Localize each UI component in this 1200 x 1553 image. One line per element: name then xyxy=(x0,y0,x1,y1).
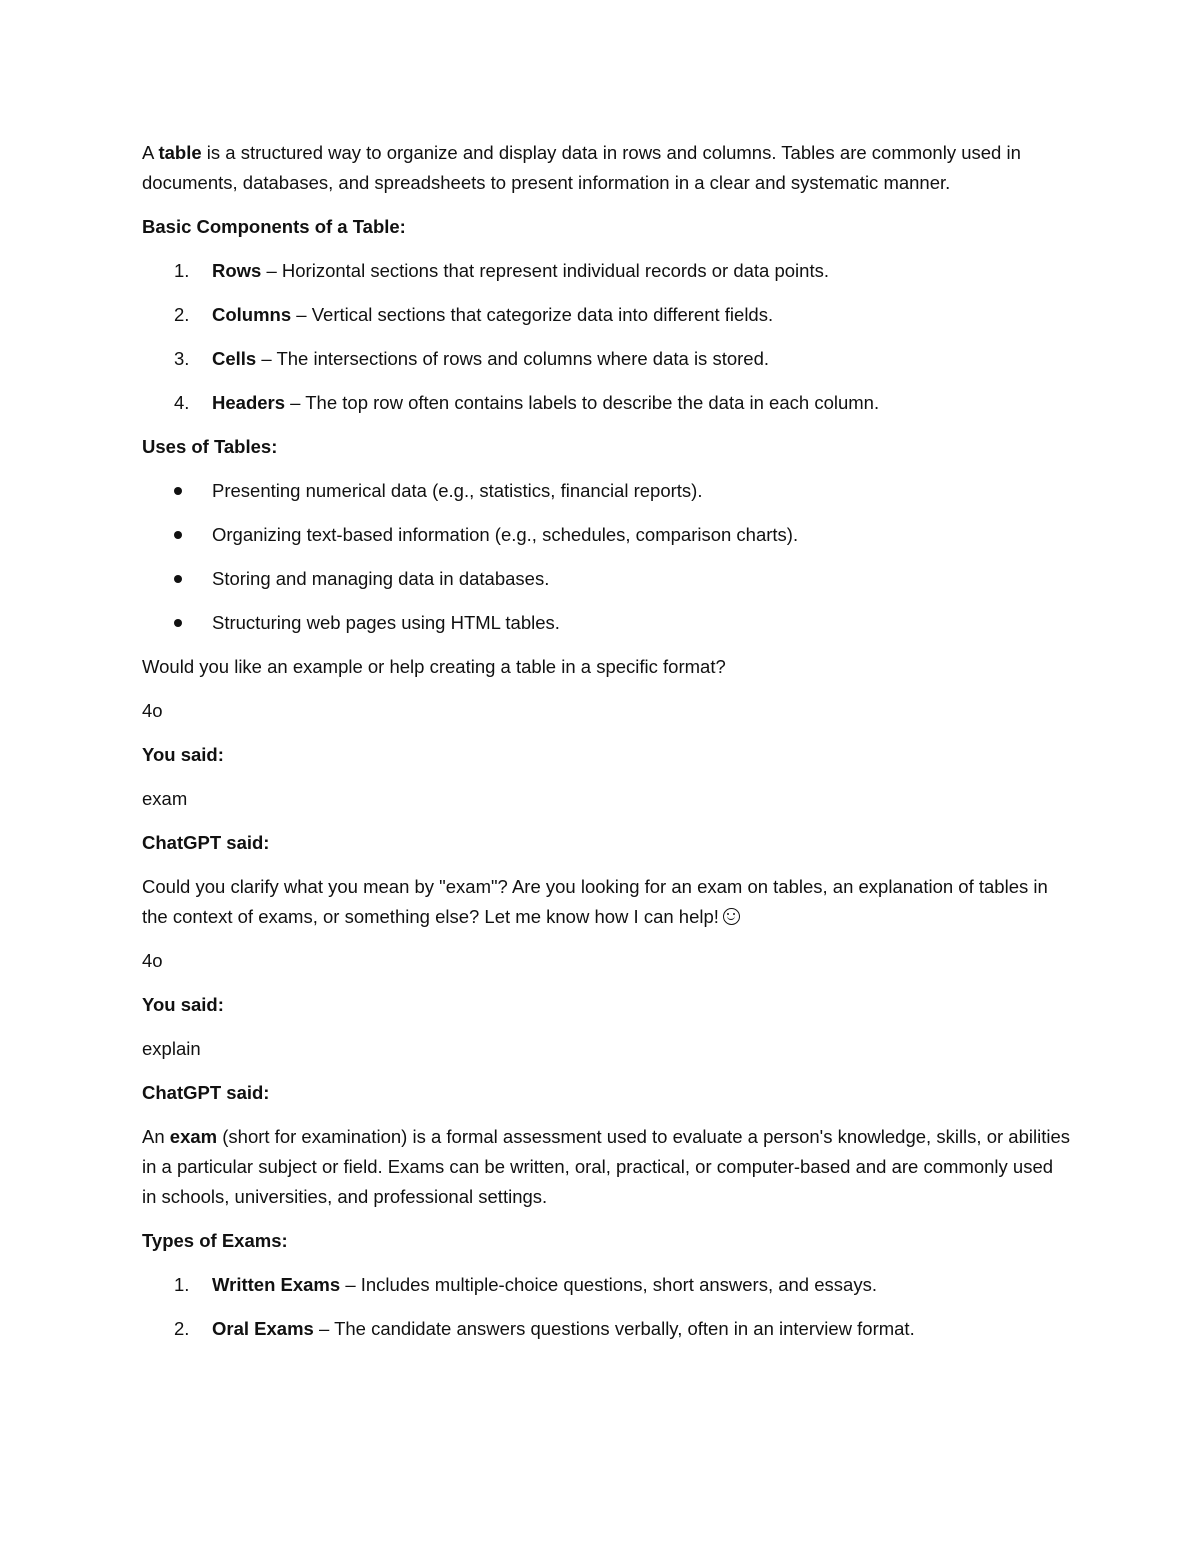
user-label: You said: xyxy=(142,744,224,765)
list-text: – The intersections of rows and columns where data is stored. xyxy=(256,348,769,369)
user-message: exam xyxy=(142,788,188,809)
bullet-icon xyxy=(174,575,182,583)
uses-list xyxy=(142,476,1072,638)
list-item xyxy=(142,476,1072,506)
assistant-message xyxy=(142,872,1072,932)
exam-definition-paragraph xyxy=(142,1122,1072,1212)
intro-paragraph xyxy=(142,138,1072,198)
list-text: – Horizontal sections that represent individual records or data points. xyxy=(261,260,829,281)
exam-lead: An xyxy=(142,1126,170,1147)
list-item xyxy=(142,1314,1072,1344)
list-term: Oral Exams xyxy=(212,1318,314,1339)
model-tag: 4o xyxy=(142,950,163,971)
list-number: 1. xyxy=(174,1274,190,1295)
list-number: 2. xyxy=(174,304,190,325)
exam-term: exam xyxy=(169,1126,218,1147)
list-term: Columns xyxy=(212,304,292,325)
intro-text: is a structured way to organize and display data in rows and columns. Tables are commonly used in documents, databases, and spreadsheets to present information in a clear and systematic manner. xyxy=(142,142,1021,193)
list-text: – The top row often contains labels to describe the data in each column. xyxy=(285,392,880,413)
list-item xyxy=(142,1270,1072,1300)
list-text: Presenting numerical data (e.g., statistics, financial reports). xyxy=(212,480,703,501)
exam-types-list xyxy=(142,1270,1072,1344)
user-message: explain xyxy=(142,1038,201,1059)
list-text: Structuring web pages using HTML tables. xyxy=(212,612,560,633)
uses-heading: Uses of Tables: xyxy=(142,436,278,457)
list-text: Storing and managing data in databases. xyxy=(212,568,550,589)
intro-term: table xyxy=(158,142,202,163)
list-item xyxy=(142,344,1072,374)
bullet-icon xyxy=(174,619,182,627)
document-page xyxy=(142,138,1072,1358)
list-number: 4. xyxy=(174,392,190,413)
intro-lead: A xyxy=(142,142,159,163)
list-text: Organizing text-based information (e.g., schedules, comparison charts). xyxy=(212,524,799,545)
exam-text: (short for examination) is a formal assessment used to evaluate a person's knowledge, skills, or abilities in a particular subject or field. Exams can be written, oral, practical, or computer-based and are commonly used in schools, universities, and professional settings. xyxy=(142,1126,1070,1207)
list-text: – Vertical sections that categorize data into different fields. xyxy=(291,304,774,325)
exam-types-heading: Types of Exams: xyxy=(142,1230,288,1251)
model-tag: 4o xyxy=(142,700,163,721)
list-item xyxy=(142,256,1072,286)
list-item xyxy=(142,388,1072,418)
list-term: Written Exams xyxy=(212,1274,341,1295)
bullet-icon xyxy=(174,531,182,539)
list-item xyxy=(142,300,1072,330)
assistant-label: ChatGPT said: xyxy=(142,1082,270,1103)
list-number: 1. xyxy=(174,260,190,281)
list-text: – The candidate answers questions verbally, often in an interview format. xyxy=(313,1318,915,1339)
smile-icon xyxy=(723,908,740,925)
list-term: Cells xyxy=(212,348,257,369)
list-number: 2. xyxy=(174,1318,190,1339)
list-item xyxy=(142,520,1072,550)
components-heading: Basic Components of a Table: xyxy=(142,216,406,237)
list-term: Rows xyxy=(212,260,262,281)
list-term: Headers xyxy=(212,392,286,413)
followup-question: Would you like an example or help creating a table in a specific format? xyxy=(142,656,726,677)
list-number: 3. xyxy=(174,348,190,369)
assistant-message-text: Could you clarify what you mean by "exam"? Are you looking for an exam on tables, an explanation of tables in the context of exams, or something else? Let me know how I can help! xyxy=(142,876,1048,927)
assistant-label: ChatGPT said: xyxy=(142,832,270,853)
user-label: You said: xyxy=(142,994,224,1015)
list-item xyxy=(142,564,1072,594)
list-item xyxy=(142,608,1072,638)
list-text: – Includes multiple-choice questions, short answers, and essays. xyxy=(340,1274,877,1295)
bullet-icon xyxy=(174,487,182,495)
components-list xyxy=(142,256,1072,418)
